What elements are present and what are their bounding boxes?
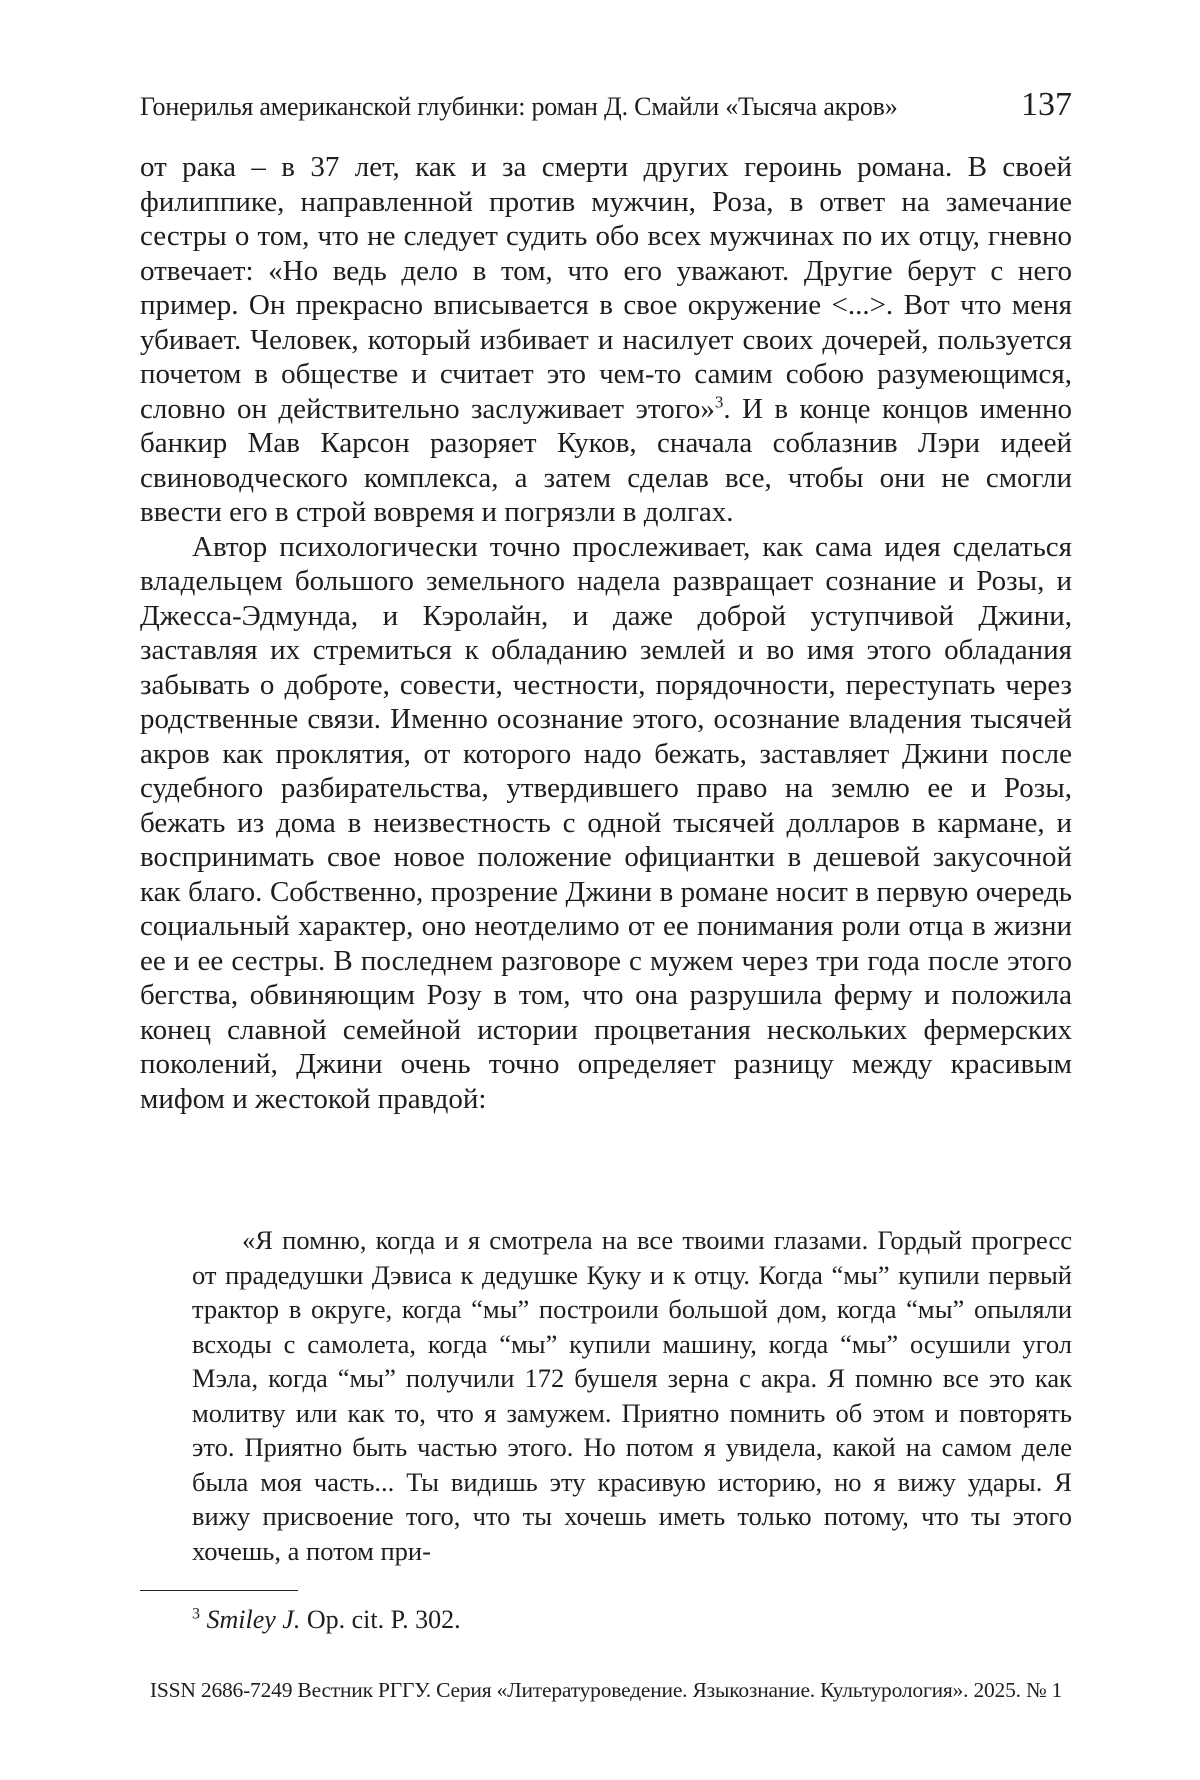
paragraph-1 xyxy=(140,150,1072,530)
paragraph-1-text-a: от рака – в 37 лет, как и за смерти других героинь романа. В своей филиппике, направленной против мужчин, Роза, в ответ на замечание сестры о том, что не следует судить обо всех мужчинах по их отцу, гневно отвечает: «Но ведь дело в том, что его уважают. Другие берут с него пример. Он прекрасно вписывается в свое окружение <...>. Вот что меня убивает. Человек, который избивает и насилует своих дочерей, пользуется почетом в обществе и считает это чем-то самим собою разумеющимся, словно он действительно заслуживает этого» xyxy=(140,151,1072,425)
footnote-citation: Op. cit. P. 302. xyxy=(300,1605,460,1634)
journal-footer: ISSN 2686-7249 Вестник РГГУ. Серия «Литературоведение. Языкознание. Культурология». 2025. № 1 xyxy=(140,1678,1072,1703)
running-title: Гонерилья американской глубинки: роман Д. Смайли «Тысяча акров» xyxy=(140,92,898,122)
paragraph-1-text-b: . И в конце концов именно банкир Мав Карсон разоряет Куков, сначала соблазнив Лэри идеей свиноводческого комплекса, а затем сделав все, чтобы они не смогли ввести его в строй вовремя и погрязли в долгах. xyxy=(140,393,1072,529)
footnote-author: Smiley J. xyxy=(207,1605,301,1634)
paragraph-2: Автор психологически точно прослеживает, как сама идея сделаться владельцем большого земельного надела развращает сознание и Розы, и Джесса-Эдмунда, и Кэролайн, и даже доброй уступчивой Джини, заставляя их стремиться к обладанию землей и во имя этого обладания забывать о доброте, совести, честности, порядочности, переступать через родственные связи. Именно осознание этого, осознание владения тысячей акров как проклятия, от которого надо бежать, заставляет Джини после судебного разбирательства, утвердившего право на землю ее и Розы, бежать из дома в неизвестность с одной тысячей долларов в кармане, и воспринимать свое новое положение официантки в дешевой закусочной как благо. Собственно, прозрение Джини в романе носит в первую очередь социальный характер, оно неотделимо от ее понимания роли отца в жизни ее и ее сестры. В последнем разговоре с мужем через три года после этого бегства, обвиняющим Розу в том, что она разрушила ферму и положила конец славной семейной истории процветания нескольких фермерских поколений, Джини очень точно определяет разницу между красивым мифом и жестокой правдой: xyxy=(140,530,1072,1117)
block-quote xyxy=(192,1223,1072,1568)
footnote-divider xyxy=(140,1590,298,1591)
running-head xyxy=(140,86,1072,124)
footnote-number: 3 xyxy=(192,1605,200,1622)
quote-text: «Я помню, когда и я смотрела на все твоими глазами. Гордый прогресс от прадедушки Дэвиса к дедушке Куку и к отцу. Когда “мы” купили первый трактор в округе, когда “мы” построили большой дом, когда “мы” опыляли всходы с самолета, когда “мы” купили машину, когда “мы” осушили угол Мэла, когда “мы” получили 172 бушеля зерна с акра. Я помню все это как молитву или как то, что я замужем. Приятно помнить об этом и повторять это. Приятно быть частью этого. Но потом я увидела, какой на самом деле была моя часть... Ты видишь эту красивую историю, но я вижу удары. Я вижу присвоение того, что ты хочешь иметь только потому, что ты этого хочешь, а потом при- xyxy=(192,1223,1072,1568)
main-text xyxy=(140,150,1072,1116)
footnote-ref[interactable]: 3 xyxy=(715,392,724,411)
page-number: 137 xyxy=(1021,86,1072,124)
footnote xyxy=(192,1604,461,1636)
